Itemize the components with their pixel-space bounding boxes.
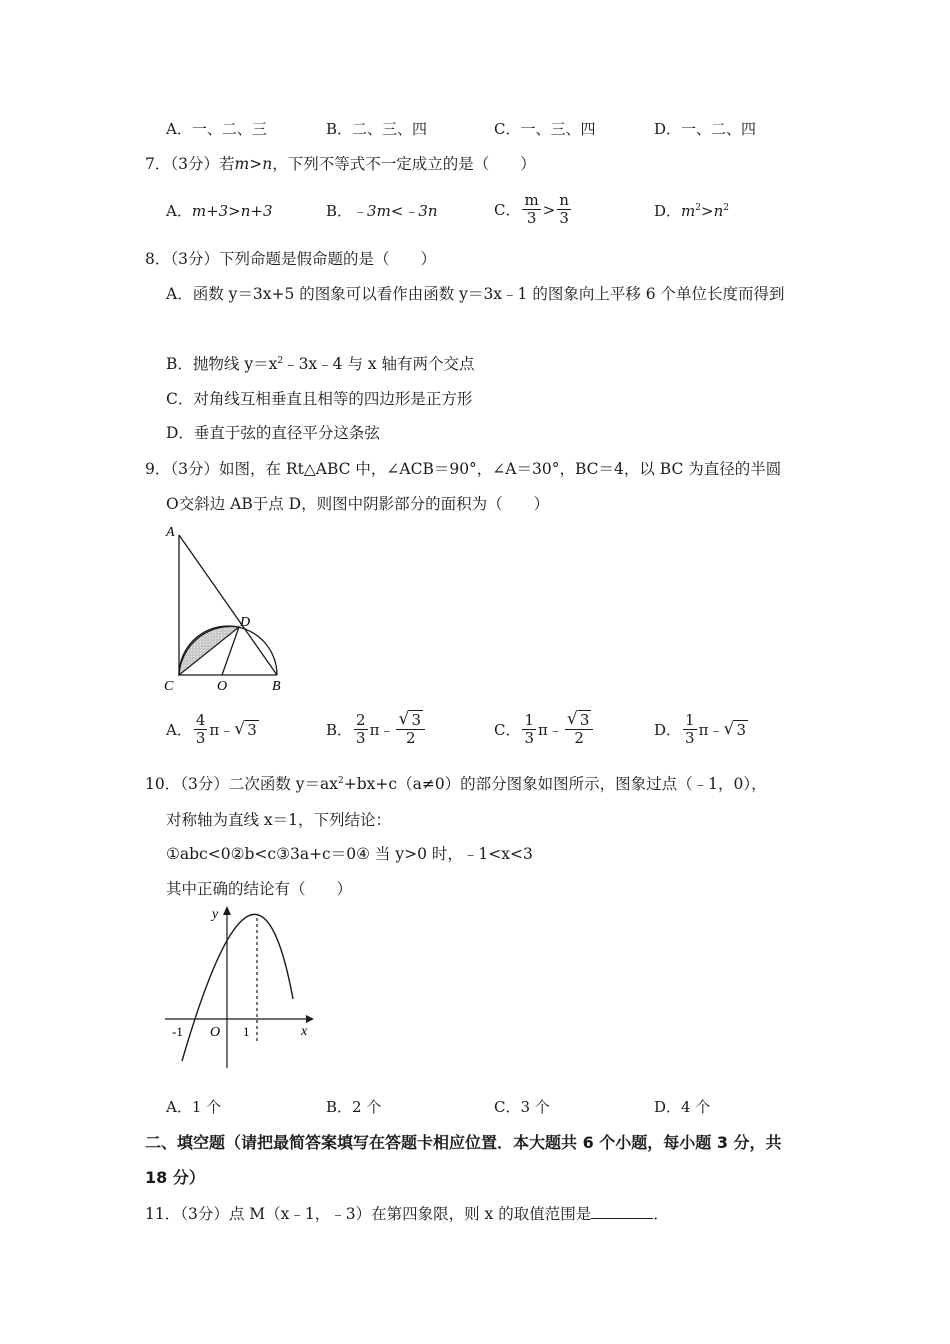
q6-option-c: C．一、三、四 bbox=[494, 120, 596, 138]
q10-stem-line1: 10．（3分）二次函数 $y=ax^2+bx+c(a\ne 0)$的部分图象如图所示，图象过点（﹣1，0）， bbox=[145, 775, 767, 793]
q9-option-c: C． $\frac{1}{3}$ π﹣ √ $\frac{3}{2}$ bbox=[494, 712, 595, 748]
q10-option-d: D．4 个 bbox=[654, 1098, 711, 1116]
q7-option-c: C． $\frac{m}{3}$ > $\frac{n}{3}$ bbox=[494, 191, 569, 228]
q8-option-d: D．垂直于弦的直径平分这条弦 bbox=[166, 424, 380, 442]
q7-c-frac-n: $\frac{n}{3}$ bbox=[559, 191, 569, 228]
q11-stem: 11．（3分）点 M（x﹣1，﹣3）在第四象限，则 x 的取值范围是 ． bbox=[145, 1205, 669, 1223]
q6-option-a: A．一、二、三 bbox=[166, 120, 267, 138]
q9-label-d: D bbox=[240, 615, 251, 630]
section2-heading-line2: 18 分） bbox=[145, 1168, 205, 1187]
q10-y-arrow bbox=[223, 906, 231, 915]
q7-gt: > bbox=[249, 155, 263, 173]
q7-var-n: n bbox=[262, 155, 273, 173]
q9-figure bbox=[160, 520, 300, 695]
q10-stem-line2: 对称轴为直线 x＝1，下列结论： bbox=[166, 811, 392, 829]
section2-heading-line1: 二、填空题（请把最简答案填写在答题卡相应位置．本大题共 6 个小题，每小题 3 分，共 bbox=[145, 1133, 782, 1152]
q10-option-b: B．2 个 bbox=[326, 1098, 382, 1116]
q10-parabola bbox=[182, 914, 293, 1061]
q7-option-b: B．﹣3m<﹣3n bbox=[326, 202, 438, 220]
q7-var-m: m bbox=[234, 155, 250, 173]
q9-option-d: D． $\frac{1}{3}$ π﹣√ 3 bbox=[654, 712, 748, 748]
q9-label-a: A bbox=[166, 525, 175, 540]
q9-stem-line1: 9．（3分）如图，在 Rt△ABC 中，∠ACB＝90°，∠A＝30°，BC＝4，以 BC 为直径的半圆 bbox=[145, 460, 782, 478]
q7-stem-pre: 若 bbox=[219, 155, 235, 173]
q9-label-b: B bbox=[272, 679, 281, 694]
q6-option-d: D．一、二、四 bbox=[654, 120, 757, 138]
q8-option-a: A．函数 y＝3x+5 的图象可以看作由函数 y＝3x﹣1 的图象向上平移 6 个单位长度而得到 bbox=[166, 285, 785, 303]
q10-label-y: y bbox=[212, 907, 219, 922]
q10-option-c: C．3 个 bbox=[494, 1098, 550, 1116]
q7-stem-post: ，下列不等式不一定成立的是（ ） bbox=[272, 155, 536, 173]
q7-number: 7． bbox=[145, 155, 171, 173]
q10-label-1: 1 bbox=[243, 1024, 250, 1039]
q8-stem: 8．（3分）下列命题是假命题的是（ ） bbox=[145, 250, 437, 268]
q9-option-a: A． $\frac{4}{3}$ π﹣√ 3 bbox=[166, 712, 259, 748]
q6-option-b: B．二、三、四 bbox=[326, 120, 428, 138]
q10-stem-line4: 其中正确的结论有（ ） bbox=[166, 880, 353, 898]
q7-stem bbox=[145, 155, 536, 174]
q11-answer-blank[interactable] bbox=[591, 1206, 653, 1219]
q7-option-a: A．m+3>n+3 bbox=[166, 202, 273, 220]
q8-option-c: C．对角线互相垂直且相等的四边形是正方形 bbox=[166, 390, 473, 408]
q9-label-c: C bbox=[164, 679, 174, 694]
q9-label-o: O bbox=[217, 679, 228, 694]
q10-figure bbox=[160, 903, 320, 1073]
q10-stem-line3: ①abc<0②b<c③3a+c＝0④ 当 y>0 时，﹣1<x<3 bbox=[166, 845, 533, 863]
q7-c-frac-m: $\frac{m}{3}$ bbox=[524, 191, 539, 228]
q7-option-d: D．$m^2>n^2$ bbox=[654, 202, 729, 220]
q10-label-minus1: -1 bbox=[172, 1024, 183, 1039]
q8-option-b: B．抛物线 $y=x^2﹣3x﹣4$ 与 x 轴有两个交点 bbox=[166, 355, 475, 373]
q9-stem-line2: O交斜边 AB于点 D，则图中阴影部分的面积为（ ） bbox=[166, 495, 550, 513]
q10-label-x: x bbox=[301, 1024, 308, 1039]
q9-option-b: B． $\frac{2}{3}$ π﹣ √ $\frac{3}{2}$ bbox=[326, 712, 427, 748]
q7-score: （3分） bbox=[170, 155, 219, 173]
q10-x-arrow bbox=[306, 1015, 314, 1023]
q10-option-a: A．1 个 bbox=[166, 1098, 222, 1116]
q10-label-o: O bbox=[210, 1025, 221, 1040]
